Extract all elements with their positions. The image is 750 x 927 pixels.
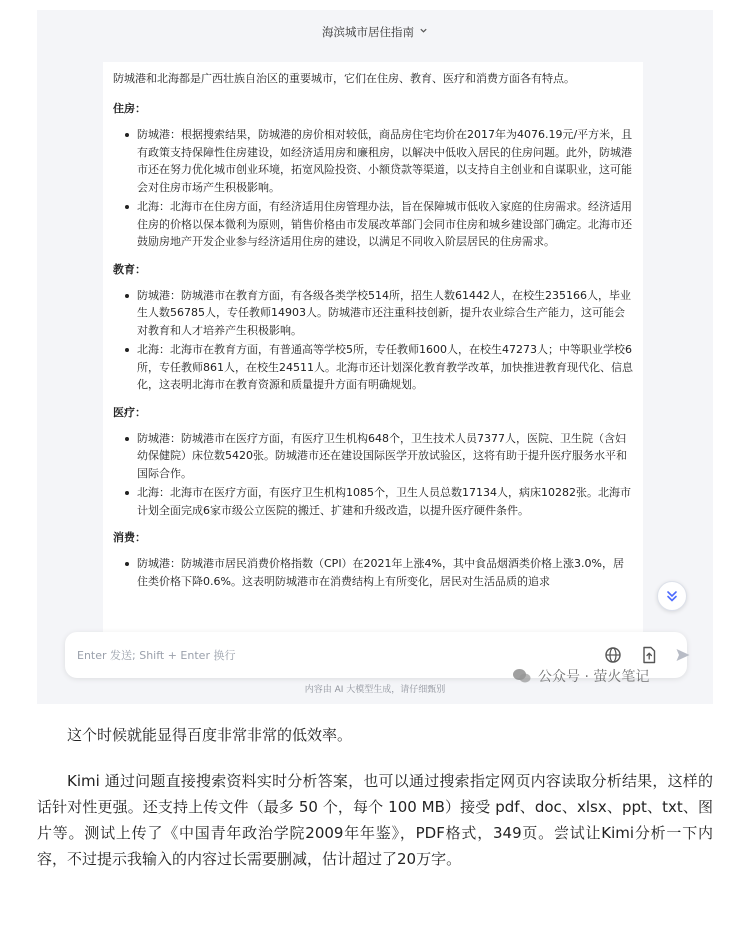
article-body: [37, 722, 713, 892]
list-item: 防城港：防城港市居民消费价格指数（CPI）在2021年上涨4%，其中食品烟酒类价格上涨3.0%，居住类价格下降0.6%。这表明防城港市在消费结构上有所变化，居民对生活品质的追求: [123, 555, 633, 590]
send-icon[interactable]: [673, 645, 693, 665]
chat-input[interactable]: [77, 645, 457, 665]
section-title: 消费：: [113, 531, 146, 544]
scroll-to-bottom-button[interactable]: [657, 581, 687, 611]
list-item: 北海：北海市在住房方面，有经济适用住房管理办法，旨在保障城市低收入家庭的住房需求。经济适用住房的价格以保本微利为原则，销售价格由市发展改革部门会同市住房和城乡建设部门确定。北海市还鼓励房地产开发企业参与经济适用住房的建设，以满足不同收入阶层居民的住房需求。: [123, 198, 633, 251]
section-consumption: [113, 529, 633, 590]
assistant-message: [103, 62, 643, 637]
ai-disclaimer: 内容由 AI 大模型生成，请仔细甄别: [304, 685, 446, 695]
article-paragraph: 这个时候就能显得百度非常非常的低效率。: [67, 726, 353, 744]
section-education: [113, 261, 633, 394]
chat-screenshot: [37, 10, 713, 704]
section-title: 教育：: [113, 262, 146, 276]
watermark-text: 公众号 · 萤火笔记: [538, 669, 650, 685]
double-chevron-down-icon: [665, 589, 679, 603]
conversation-title-text: 海滨城市居住指南: [322, 25, 414, 39]
list-item: 防城港：防城港市在医疗方面，有医疗卫生机构648个，卫生技术人员7377人，医院、卫生院（含妇幼保健院）床位数5420张。防城港市还在建设国际医学开放试验区，这将有助于提升医疗服务水平和国际合作。: [123, 430, 633, 483]
list-item: 北海：北海市在教育方面，有普通高等学校5所，专任教师1600人，在校生47273人；中等职业学校6所，专任教师861人，在校生24511人。北海市还计划深化教育教学改革，加快推进教育现代化、信息化，这表明北海市在教育资源和质量提升方面有明确规划。: [123, 341, 633, 394]
upload-file-icon[interactable]: [639, 645, 659, 665]
globe-icon[interactable]: [603, 645, 623, 665]
section-title: 医疗：: [113, 405, 146, 419]
list-item: 防城港：防城港市在教育方面，有各级各类学校514所，招生人数61442人，在校生235166人，毕业生人数56785人，专任教师14903人。防城港市还注重科技创新，提升农业综合生产能力，这可能会对教育和人才培养产生积极影响。: [123, 287, 633, 340]
section-housing: [113, 100, 633, 251]
section-title: 住房：: [113, 102, 146, 115]
conversation-title[interactable]: [37, 22, 713, 42]
section-medical: [113, 404, 633, 520]
list-item: 北海：北海市在医疗方面，有医疗卫生机构1085个，卫生人员总数17134人，病床10282张。北海市计划全面完成6家市级公立医院的搬迁、扩建和升级改造，以提升医疗硬件条件。: [123, 484, 633, 519]
article-paragraph: Kimi 通过问题直接搜索资料实时分析答案，也可以通过搜索指定网页内容读取分析结果，这样的话针对性更强。还支持上传文件（最多 50 个，每个 100 MB）接受 pdf、doc、xlsx、ppt、txt、图片等。测试上传了《中国青年政治学院2009年年鉴》，PDF格式，349页。尝试让Kimi分析一下内容，不过提示我输入的内容过长需要删减，估计超过了20万字。: [37, 772, 713, 868]
list-item: 防城港：根据搜索结果，防城港的房价相对较低，商品房住宅均价在2017年为4076.19元/平方米，且有政策支持保障性住房建设，如经济适用房和廉租房，以解决中低收入居民的住房问题。此外，防城港市还在努力优化城市创业环境，拓宽风险投资、小额贷款等渠道，以支持自主创业和自谋职业，这可能会对住房市场产生积极影响。: [123, 126, 633, 196]
message-intro: 防城港和北海都是广西壮族自治区的重要城市，它们在住房、教育、医疗和消费方面各有特点。: [113, 72, 575, 85]
chevron-down-icon: [419, 26, 428, 38]
